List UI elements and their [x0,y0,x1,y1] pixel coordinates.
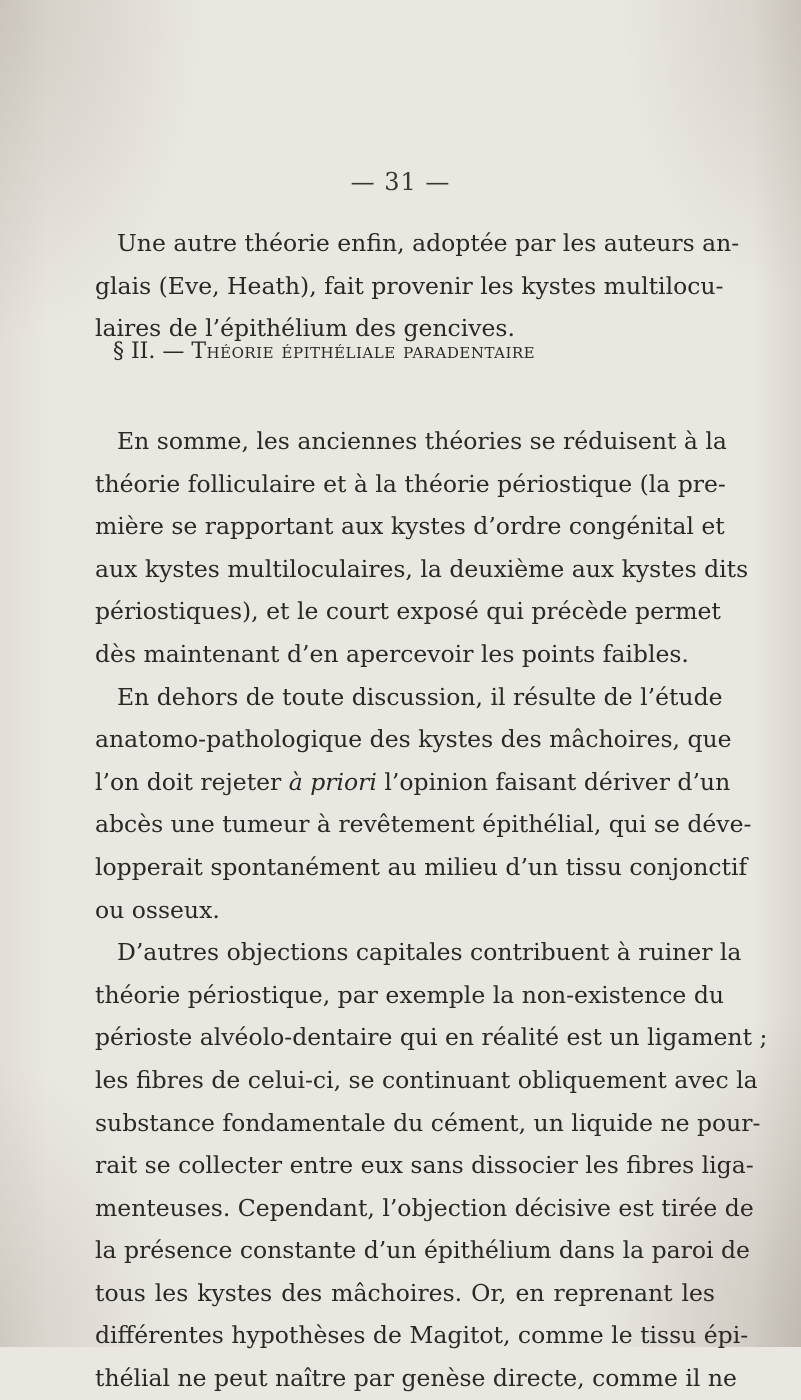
text-line: théorie périostique, par exemple la non-existence du [95,980,724,1009]
text-line: D’autres objections capitales contribuent à ruiner la [117,938,742,967]
text-line-with-italic [95,761,731,804]
text-line: Une autre théorie enfin, adoptée par les auteurs an- [117,229,740,257]
text-line: aux kystes multiloculaires, la deuxième aux kystes dits [95,554,749,583]
section-number: § II. — [113,339,185,364]
text-line: mière se rapportant aux kystes d’ordre congénital et [95,512,725,541]
text-line: théorie folliculaire et à la théorie périostique (la pre- [95,469,726,498]
text-line: la présence constante d’un épithélium dans la paroi de [95,1236,750,1265]
text-fragment: l’on doit rejeter [95,767,289,796]
page-number: — 31 — [350,168,451,196]
text-line: thélial ne peut naître par genèse directe, comme il ne [95,1364,737,1393]
text-line: glais (Eve, Heath), fait provenir les kystes multilocu- [95,271,724,300]
text-line: rait se collecter entre eux sans dissocier les fibres liga- [95,1151,754,1180]
section-heading [113,339,535,364]
text-line: tous les kystes des mâchoires. Or, en reprenant les [95,1278,715,1307]
text-line: dès maintenant d’en apercevoir les points faibles. [95,639,689,668]
text-line: périostiques), et le court exposé qui précède permet [95,597,721,626]
italic-phrase: à priori [288,767,377,796]
text-line: substance fondamentale du cément, un liquide ne pour- [95,1108,761,1137]
text-line: laires de l’épithélium des gencives. [95,314,515,343]
text-line: différentes hypothèses de Magitot, comme le tissu épi- [95,1321,749,1350]
text-line: En somme, les anciennes théories se réduisent à la [117,427,727,455]
text-line: les fibres de celui-ci, se continuant obliquement avec la [95,1065,758,1094]
text-line: En dehors de toute discussion, il résulte de l’étude [117,682,723,711]
text-fragment: l’opinion faisant dériver d’un [376,767,731,796]
text-line: lopperait spontanément au milieu d’un tissu conjonctif [95,852,748,881]
text-line: ou osseux. [95,895,220,924]
section-title: Théorie épithéliale paradentaire [191,339,536,364]
text-line: périoste alvéolo-dentaire qui en réalité est un ligament ; [95,1023,768,1052]
body-text [95,420,768,1400]
intro-paragraph [95,222,740,350]
text-line: abcès une tumeur à revêtement épithélial, qui se déve- [95,810,752,839]
text-line: anatomo-pathologique des kystes des mâchoires, que [95,725,732,754]
text-line: menteuses. Cependant, l’objection décisive est tirée de [95,1193,754,1222]
